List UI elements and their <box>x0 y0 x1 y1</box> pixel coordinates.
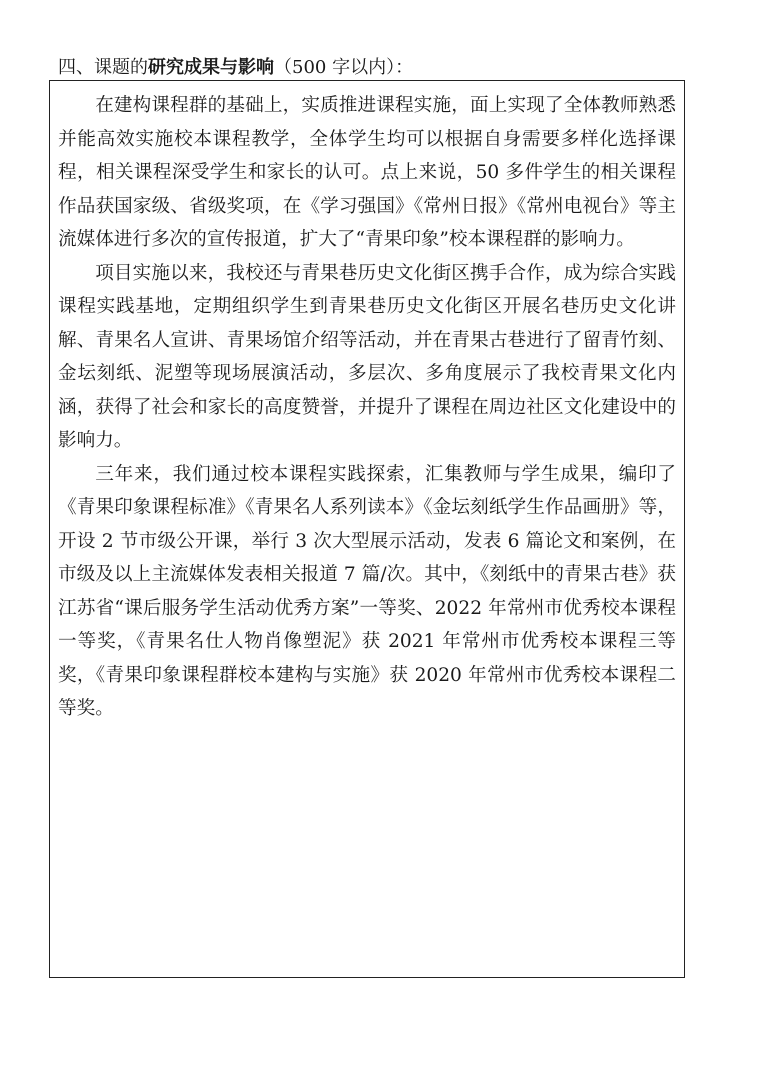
section-heading <box>58 56 413 80</box>
heading-bold-title: 研究成果与影响 <box>148 57 274 78</box>
paragraph-results: 三年来，我们通过校本课程实践探索，汇集教师与学生成果，编印了《青果印象课程标准》《青果名人系列读本》《金坛刻纸学生作品画册》等，开设 2 节市级公开课，举行 3 次大型展示活动，发表 6 篇论文和案例，在市级及以上主流媒体发表相关报道 7 篇/次。其中，《刻纸中的青果古巷》获江苏省“课后服务学生活动优秀方案”一等奖、2022 年常州市优秀校本课程一等奖，《青果名仕人物肖像塑泥》获 2021 年常州市优秀校本课程三等奖，《青果印象课程群校本建构与实施》获 2020 年常州市优秀校本课程二等奖。 <box>58 463 676 719</box>
content-box <box>49 80 685 978</box>
paragraph-cooperation: 项目实施以来，我校还与青果巷历史文化街区携手合作，成为综合实践课程实践基地，定期组织学生到青果巷历史文化街区开展名巷历史文化讲解、青果名人宣讲、青果场馆介绍等活动，并在青果古巷进行了留青竹刻、金坛刻纸、泥塑等现场展演活动，多层次、多角度展示了我校青果文化内涵，获得了社会和家长的高度赞誉，并提升了课程在周边社区文化建设中的影响力。 <box>58 262 676 451</box>
heading-suffix: （500 字以内）： <box>274 57 414 78</box>
paragraph-achievements: 在建构课程群的基础上，实质推进课程实施，面上实现了全体教师熟悉并能高效实施校本课程教学，全体学生均可以根据自身需要多样化选择课程，相关课程深受学生和家长的认可。点上来说，50 多件学生的相关课程作品获国家级、省级奖项，在《学习强国》《常州日报》《常州电视台》等主流媒体进行多次的宣传报道，扩大了“青果印象”校本课程群的影响力。 <box>58 95 676 250</box>
heading-prefix: 四、课题的 <box>58 57 148 78</box>
content-body <box>58 89 676 726</box>
